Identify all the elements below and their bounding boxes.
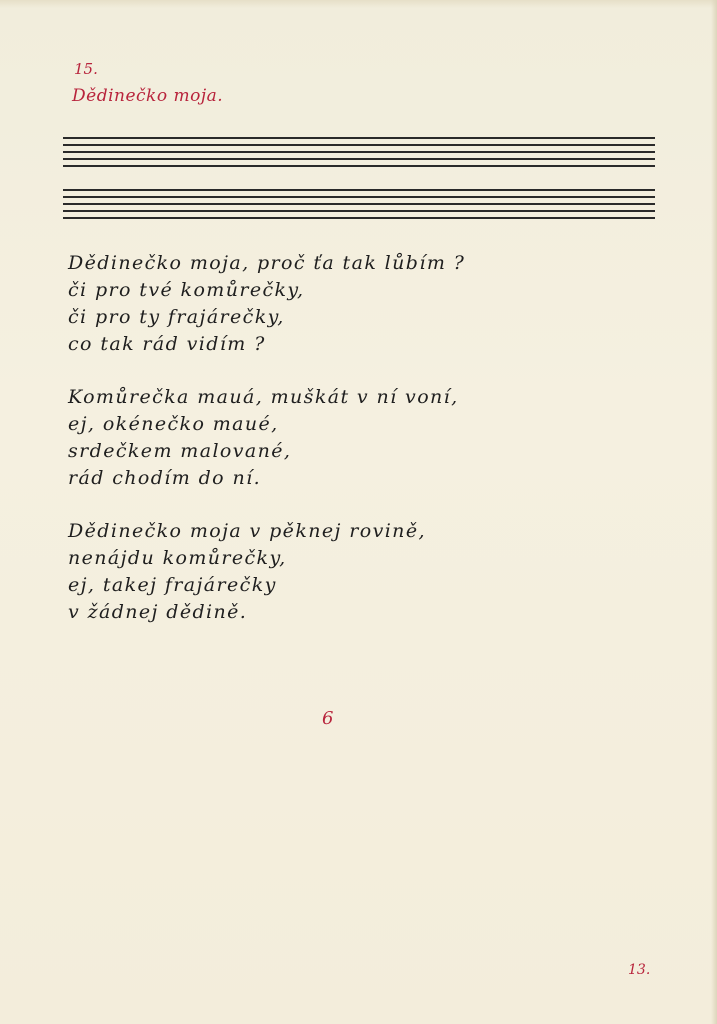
staff-line — [63, 137, 655, 139]
verse-line: co tak rád vidím ? — [68, 333, 266, 355]
verse-line: Dědinečko moja, proč ťa tak lůbím ? — [68, 252, 466, 274]
verse-line: ej, takej frajárečky — [68, 574, 277, 596]
page-number: 13. — [628, 962, 651, 978]
stanza-2 — [68, 384, 459, 492]
verse-line: nenájdu komůrečky, — [68, 547, 287, 569]
paper-right-edge — [711, 0, 717, 1024]
staff-line — [63, 151, 655, 153]
song-number: 15. — [74, 60, 98, 78]
staff-line — [63, 158, 655, 160]
song-title: Dědinečko moja. — [72, 86, 224, 106]
verse-line: Dědinečko moja v pěknej rovině, — [68, 520, 426, 542]
stanza-1 — [68, 250, 465, 358]
staff-line — [63, 217, 655, 219]
music-staff-1 — [63, 137, 655, 172]
stanza-3 — [68, 518, 426, 626]
staff-line — [63, 203, 655, 205]
staff-line — [63, 196, 655, 198]
verse-line: či pro tvé komůrečky, — [68, 279, 305, 301]
verse-line: v žádnej dědině. — [68, 601, 248, 623]
staff-line — [63, 210, 655, 212]
verse-line: či pro ty frajárečky, — [68, 306, 285, 328]
staff-line — [63, 165, 655, 167]
paper-top-edge — [0, 0, 717, 8]
staff-line — [63, 189, 655, 191]
staff-line — [63, 144, 655, 146]
verse-line: srdečkem malované, — [68, 440, 292, 462]
verse-line: rád chodím do ní. — [68, 467, 262, 489]
verse-line: ej, okénečko maué, — [68, 413, 279, 435]
music-staff-2 — [63, 189, 655, 224]
red-stamp-mark: 6 — [322, 708, 334, 729]
verse-line: Komůrečka mauá, muškát v ní voní, — [68, 386, 459, 408]
